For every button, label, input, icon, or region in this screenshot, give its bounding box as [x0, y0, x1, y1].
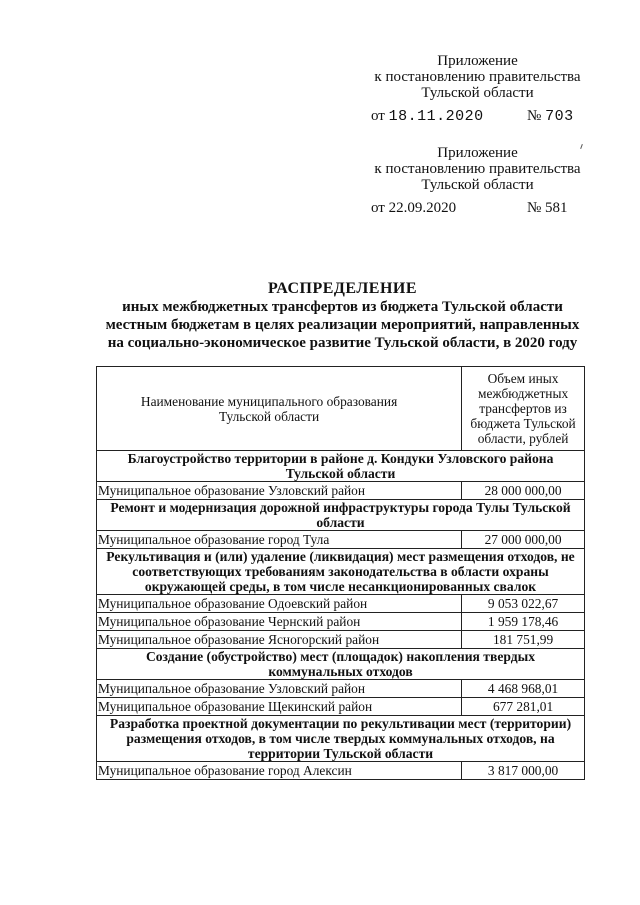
number-prefix: №: [527, 108, 542, 124]
transfer-amount: 28 000 000,00: [462, 482, 585, 500]
table-row: [97, 531, 585, 549]
distribution-table-body: [97, 367, 585, 780]
date-prefix: от: [371, 108, 385, 124]
table-row: [97, 482, 585, 500]
transfer-amount: 181 751,99: [462, 631, 585, 649]
distribution-table: [96, 366, 585, 780]
resolution-date-current: [371, 108, 484, 125]
municipality-name: Муниципальное образование город Алексин: [97, 762, 462, 780]
table-row: [97, 613, 585, 631]
section-heading-row: [97, 716, 585, 762]
transfer-amount: 677 281,01: [462, 698, 585, 716]
resolution-number-current: [527, 108, 574, 125]
appendix-region-label: Тульской области: [421, 177, 534, 193]
municipality-name: Муниципальное образование Узловский район: [97, 680, 462, 698]
transfer-amount: 3 817 000,00: [462, 762, 585, 780]
table-row: [97, 595, 585, 613]
appendix-header-original: [335, 145, 620, 193]
appendix-header-current: [335, 53, 620, 101]
appendix-label: Приложение: [437, 53, 518, 69]
section-heading-row: [97, 451, 585, 482]
municipality-name: Муниципальное образование Щекинский район: [97, 698, 462, 716]
table-row: [97, 680, 585, 698]
number-value: 703: [545, 108, 574, 125]
transfer-amount: 4 468 968,01: [462, 680, 585, 698]
title-line-2: местным бюджетам в целях реализации мероприятий, направленных: [105, 317, 580, 333]
title-main: РАСПРЕДЕЛЕНИЕ: [267, 280, 418, 297]
appendix-resolution-label: к постановлению правительства: [374, 69, 581, 85]
resolution-number-original: № 581: [527, 200, 568, 216]
transfer-amount: 27 000 000,00: [462, 531, 585, 549]
section-heading: Рекультивация и (или) удаление (ликвидация) мест размещения отходов, не соответствующих требованиям законодательства в области охраны окружающей среды, в том числе несанкционированных свалок: [97, 549, 585, 595]
municipality-name: Муниципальное образование Ясногорский район: [97, 631, 462, 649]
transfer-amount: 9 053 022,67: [462, 595, 585, 613]
appendix-label: Приложение: [437, 145, 518, 161]
table-header-row: [97, 367, 585, 451]
municipality-name: Муниципальное образование город Тула: [97, 531, 462, 549]
section-heading: Благоустройство территории в районе д. Кондуки Узловского района Тульской области: [97, 451, 585, 482]
table-row: [97, 762, 585, 780]
section-heading: Разработка проектной документации по рекультивации мест (территории) размещения отходов, в том числе твердых коммунальных отходов, на территории Тульской области: [97, 716, 585, 762]
section-heading-row: [97, 549, 585, 595]
section-heading-row: [97, 500, 585, 531]
transfer-amount: 1 959 178,46: [462, 613, 585, 631]
section-heading-row: [97, 649, 585, 680]
section-heading: Создание (обустройство) мест (площадок) накопления твердых коммунальных отходов: [97, 649, 585, 680]
document-title: [95, 280, 590, 352]
title-line-3: на социально-экономическое развитие Тульской области, в 2020 году: [107, 335, 578, 351]
municipality-name: Муниципальное образование Узловский район: [97, 482, 462, 500]
appendix-region-label: Тульской области: [421, 85, 534, 101]
column-header-amount: Объем иных межбюджетных трансфертов из бюджета Тульской области, рублей: [462, 367, 585, 451]
municipality-name: Муниципальное образование Одоевский район: [97, 595, 462, 613]
resolution-date-original: от 22.09.2020: [371, 200, 457, 216]
date-value: 18.11.2020: [388, 108, 484, 125]
column-header-name: Наименование муниципального образования Тульской области: [97, 367, 462, 451]
municipality-name: Муниципальное образование Чернский район: [97, 613, 462, 631]
table-row: [97, 631, 585, 649]
section-heading: Ремонт и модернизация дорожной инфраструктуры города Тулы Тульской области: [97, 500, 585, 531]
appendix-resolution-label: к постановлению правительства: [374, 161, 581, 177]
table-row: [97, 698, 585, 716]
title-line-1: иных межбюджетных трансфертов из бюджета Тульской области: [122, 299, 563, 315]
